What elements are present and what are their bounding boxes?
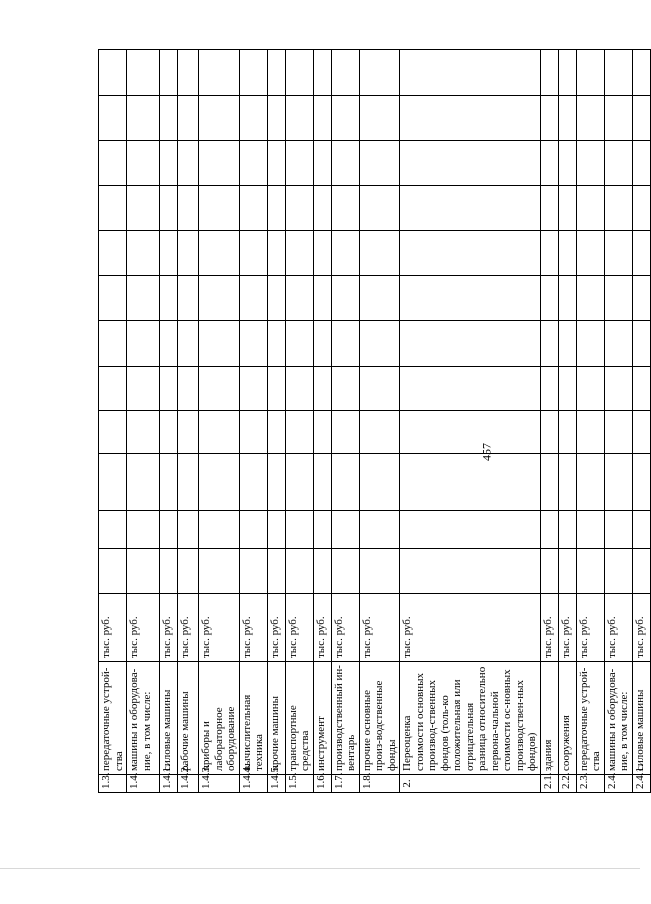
table-row — [313, 50, 331, 793]
row-number-cell: 1.4.4. — [239, 775, 267, 793]
value-cell[interactable] — [558, 454, 576, 511]
value-cell[interactable] — [540, 549, 558, 594]
value-cell[interactable] — [540, 96, 558, 141]
value-cell[interactable] — [576, 50, 604, 96]
row-name-cell: передаточные устрой-ства — [576, 662, 604, 775]
value-cell[interactable] — [178, 50, 199, 96]
row-unit-cell: тыс. руб. — [127, 594, 160, 662]
value-cell[interactable] — [160, 50, 178, 96]
value-cell[interactable] — [359, 321, 400, 367]
row-unit-cell: тыс. руб. — [558, 594, 576, 662]
value-cell[interactable] — [576, 454, 604, 511]
row-unit-cell: тыс. руб. — [178, 594, 199, 662]
value-cell[interactable] — [359, 411, 400, 454]
value-cell[interactable] — [178, 511, 199, 549]
row-name-cell: силовые машины — [632, 662, 650, 775]
row-unit-cell: тыс. руб. — [400, 594, 541, 662]
value-cell[interactable] — [285, 276, 313, 321]
value-cell[interactable] — [632, 186, 650, 231]
scan-edge-line — [0, 868, 640, 869]
value-cell[interactable] — [127, 96, 160, 141]
table-row — [576, 50, 604, 793]
row-number-cell: 2.3. — [576, 775, 604, 793]
value-cell[interactable] — [99, 454, 127, 511]
row-name-cell: сооружения — [558, 662, 576, 775]
row-name-cell: рабочие машины — [178, 662, 199, 775]
value-cell[interactable] — [604, 454, 632, 511]
value-cell[interactable] — [540, 141, 558, 186]
value-cell[interactable] — [576, 186, 604, 231]
value-cell[interactable] — [558, 186, 576, 231]
value-cell[interactable] — [632, 50, 650, 96]
value-cell[interactable] — [178, 411, 199, 454]
value-cell[interactable] — [331, 141, 359, 186]
value-cell[interactable] — [160, 321, 178, 367]
value-cell[interactable] — [285, 511, 313, 549]
value-cell[interactable] — [285, 411, 313, 454]
table-row — [160, 50, 178, 793]
value-cell[interactable] — [400, 367, 541, 411]
value-cell[interactable] — [127, 141, 160, 186]
value-cell[interactable] — [400, 276, 541, 321]
value-cell[interactable] — [604, 549, 632, 594]
table-row — [199, 50, 240, 793]
value-cell[interactable] — [540, 454, 558, 511]
value-cell[interactable] — [267, 276, 285, 321]
value-cell[interactable] — [313, 411, 331, 454]
value-cell[interactable] — [558, 321, 576, 367]
value-cell[interactable] — [359, 231, 400, 276]
value-cell[interactable] — [127, 549, 160, 594]
value-cell[interactable] — [604, 367, 632, 411]
value-cell[interactable] — [199, 231, 240, 276]
rotated-table-container — [98, 51, 646, 793]
row-unit-cell: тыс. руб. — [160, 594, 178, 662]
row-name-cell: Переоценка стоимости основных производ-ственных фондов (толь-ко положительная или отрицательная разница относительно первона-чальной стоимости ос-новных производствен-ных фондов) — [400, 662, 541, 775]
value-cell[interactable] — [558, 367, 576, 411]
value-cell[interactable] — [178, 549, 199, 594]
row-unit-cell: тыс. руб. — [313, 594, 331, 662]
value-cell[interactable] — [540, 411, 558, 454]
table-row — [267, 50, 285, 793]
value-cell[interactable] — [99, 276, 127, 321]
value-cell[interactable] — [313, 511, 331, 549]
value-cell[interactable] — [160, 411, 178, 454]
row-name-cell: прочие машины — [267, 662, 285, 775]
value-cell[interactable] — [199, 321, 240, 367]
row-unit-cell: тыс. руб. — [359, 594, 400, 662]
value-cell[interactable] — [331, 454, 359, 511]
value-cell[interactable] — [199, 186, 240, 231]
value-cell[interactable] — [199, 549, 240, 594]
value-cell[interactable] — [239, 141, 267, 186]
table-row — [558, 50, 576, 793]
value-cell[interactable] — [99, 411, 127, 454]
row-unit-cell: тыс. руб. — [576, 594, 604, 662]
value-cell[interactable] — [127, 321, 160, 367]
value-cell[interactable] — [178, 276, 199, 321]
fixed-assets-table — [98, 49, 651, 793]
value-cell[interactable] — [331, 96, 359, 141]
value-cell[interactable] — [160, 549, 178, 594]
value-cell[interactable] — [400, 186, 541, 231]
row-name-cell: силовые машины — [160, 662, 178, 775]
value-cell[interactable] — [540, 321, 558, 367]
value-cell[interactable] — [239, 276, 267, 321]
value-cell[interactable] — [604, 511, 632, 549]
value-cell[interactable] — [178, 231, 199, 276]
value-cell[interactable] — [199, 454, 240, 511]
value-cell[interactable] — [331, 411, 359, 454]
value-cell[interactable] — [127, 50, 160, 96]
row-unit-cell: тыс. руб. — [239, 594, 267, 662]
value-cell[interactable] — [558, 231, 576, 276]
value-cell[interactable] — [160, 276, 178, 321]
row-number-cell: 1.3. — [99, 775, 127, 793]
value-cell[interactable] — [359, 367, 400, 411]
value-cell[interactable] — [331, 511, 359, 549]
value-cell[interactable] — [160, 511, 178, 549]
row-number-cell: 1.4. — [127, 775, 160, 793]
value-cell[interactable] — [558, 276, 576, 321]
value-cell[interactable] — [267, 321, 285, 367]
row-number-cell: 2. — [400, 775, 541, 793]
row-name-cell: производственный ин-вентарь — [331, 662, 359, 775]
value-cell[interactable] — [267, 96, 285, 141]
value-cell[interactable] — [267, 549, 285, 594]
table-row — [239, 50, 267, 793]
table-row — [127, 50, 160, 793]
value-cell[interactable] — [632, 141, 650, 186]
value-cell[interactable] — [127, 411, 160, 454]
value-cell[interactable] — [359, 186, 400, 231]
value-cell[interactable] — [313, 549, 331, 594]
row-number-cell: 1.4.3. — [199, 775, 240, 793]
value-cell[interactable] — [331, 321, 359, 367]
value-cell[interactable] — [239, 321, 267, 367]
value-cell[interactable] — [199, 276, 240, 321]
value-cell[interactable] — [127, 454, 160, 511]
value-cell[interactable] — [99, 511, 127, 549]
value-cell[interactable] — [127, 367, 160, 411]
value-cell[interactable] — [576, 367, 604, 411]
value-cell[interactable] — [632, 367, 650, 411]
value-cell[interactable] — [576, 321, 604, 367]
value-cell[interactable] — [99, 321, 127, 367]
row-name-cell: инструмент — [313, 662, 331, 775]
value-cell[interactable] — [313, 231, 331, 276]
value-cell[interactable] — [267, 411, 285, 454]
row-number-cell: 2.4. — [604, 775, 632, 793]
value-cell[interactable] — [267, 186, 285, 231]
value-cell[interactable] — [313, 454, 331, 511]
value-cell[interactable] — [632, 511, 650, 549]
value-cell[interactable] — [127, 276, 160, 321]
value-cell[interactable] — [576, 276, 604, 321]
row-number-cell: 2.2. — [558, 775, 576, 793]
value-cell[interactable] — [400, 50, 541, 96]
row-unit-cell: тыс. руб. — [99, 594, 127, 662]
value-cell[interactable] — [400, 231, 541, 276]
value-cell[interactable] — [313, 276, 331, 321]
row-unit-cell: тыс. руб. — [632, 594, 650, 662]
value-cell[interactable] — [239, 549, 267, 594]
value-cell[interactable] — [99, 231, 127, 276]
value-cell[interactable] — [199, 96, 240, 141]
row-number-cell: 1.8. — [359, 775, 400, 793]
value-cell[interactable] — [313, 141, 331, 186]
table-row — [359, 50, 400, 793]
value-cell[interactable] — [604, 411, 632, 454]
value-cell[interactable] — [313, 321, 331, 367]
value-cell[interactable] — [558, 50, 576, 96]
value-cell[interactable] — [359, 549, 400, 594]
value-cell[interactable] — [540, 50, 558, 96]
value-cell[interactable] — [285, 321, 313, 367]
row-name-cell: здания — [540, 662, 558, 775]
row-number-cell: 2.1. — [540, 775, 558, 793]
value-cell[interactable] — [400, 411, 541, 454]
value-cell[interactable] — [576, 549, 604, 594]
value-cell[interactable] — [576, 511, 604, 549]
value-cell[interactable] — [604, 50, 632, 96]
value-cell[interactable] — [400, 96, 541, 141]
row-unit-cell: тыс. руб. — [331, 594, 359, 662]
value-cell[interactable] — [359, 276, 400, 321]
value-cell[interactable] — [540, 511, 558, 549]
value-cell[interactable] — [313, 186, 331, 231]
value-cell[interactable] — [400, 141, 541, 186]
value-cell[interactable] — [313, 367, 331, 411]
value-cell[interactable] — [127, 231, 160, 276]
value-cell[interactable] — [267, 367, 285, 411]
value-cell[interactable] — [604, 276, 632, 321]
value-cell[interactable] — [313, 96, 331, 141]
value-cell[interactable] — [632, 96, 650, 141]
row-name-cell: прочие основные произ-водственные фонды — [359, 662, 400, 775]
value-cell[interactable] — [359, 96, 400, 141]
value-cell[interactable] — [178, 96, 199, 141]
value-cell[interactable] — [178, 141, 199, 186]
value-cell[interactable] — [331, 186, 359, 231]
row-number-cell: 1.4.2. — [178, 775, 199, 793]
table-row — [99, 50, 127, 793]
value-cell[interactable] — [239, 186, 267, 231]
table-row — [285, 50, 313, 793]
value-cell[interactable] — [239, 454, 267, 511]
value-cell[interactable] — [604, 186, 632, 231]
value-cell[interactable] — [285, 231, 313, 276]
value-cell[interactable] — [604, 96, 632, 141]
value-cell[interactable] — [632, 549, 650, 594]
value-cell[interactable] — [632, 454, 650, 511]
value-cell[interactable] — [331, 549, 359, 594]
value-cell[interactable] — [160, 96, 178, 141]
value-cell[interactable] — [400, 511, 541, 549]
value-cell[interactable] — [285, 141, 313, 186]
row-name-cell: машины и оборудова-ние, в том числе: — [127, 662, 160, 775]
value-cell[interactable] — [285, 50, 313, 96]
value-cell[interactable] — [239, 367, 267, 411]
row-name-cell: транспортные средства — [285, 662, 313, 775]
value-cell[interactable] — [239, 511, 267, 549]
row-name-cell: машины и оборудова-ние, в том числе: — [604, 662, 632, 775]
value-cell[interactable] — [604, 321, 632, 367]
value-cell[interactable] — [239, 50, 267, 96]
value-cell[interactable] — [331, 367, 359, 411]
row-name-cell: приборы и лабораторное оборудование — [199, 662, 240, 775]
row-unit-cell: тыс. руб. — [267, 594, 285, 662]
value-cell[interactable] — [239, 96, 267, 141]
row-number-cell: 1.4.5. — [267, 775, 285, 793]
value-cell[interactable] — [199, 511, 240, 549]
row-unit-cell: тыс. руб. — [540, 594, 558, 662]
table-row — [540, 50, 558, 793]
value-cell[interactable] — [178, 367, 199, 411]
row-unit-cell: тыс. руб. — [604, 594, 632, 662]
value-cell[interactable] — [359, 50, 400, 96]
value-cell[interactable] — [267, 141, 285, 186]
row-name-cell: вычислительная техника — [239, 662, 267, 775]
value-cell[interactable] — [632, 231, 650, 276]
row-number-cell: 1.7. — [331, 775, 359, 793]
value-cell[interactable] — [540, 231, 558, 276]
value-cell[interactable] — [99, 50, 127, 96]
row-unit-cell: тыс. руб. — [285, 594, 313, 662]
value-cell[interactable] — [178, 454, 199, 511]
value-cell[interactable] — [267, 511, 285, 549]
value-cell[interactable] — [604, 231, 632, 276]
value-cell[interactable] — [632, 276, 650, 321]
value-cell[interactable] — [576, 231, 604, 276]
table-row — [604, 50, 632, 793]
value-cell[interactable] — [99, 367, 127, 411]
value-cell[interactable] — [199, 50, 240, 96]
value-cell[interactable] — [359, 454, 400, 511]
value-cell[interactable] — [558, 96, 576, 141]
row-number-cell: 1.4.1. — [160, 775, 178, 793]
value-cell[interactable] — [160, 186, 178, 231]
value-cell[interactable] — [632, 411, 650, 454]
value-cell[interactable] — [239, 411, 267, 454]
value-cell[interactable] — [285, 454, 313, 511]
value-cell[interactable] — [99, 141, 127, 186]
value-cell[interactable] — [267, 454, 285, 511]
value-cell[interactable] — [576, 96, 604, 141]
value-cell[interactable] — [632, 321, 650, 367]
value-cell[interactable] — [558, 141, 576, 186]
value-cell[interactable] — [331, 50, 359, 96]
value-cell[interactable] — [199, 411, 240, 454]
value-cell[interactable] — [576, 141, 604, 186]
value-cell[interactable] — [267, 50, 285, 96]
value-cell[interactable] — [160, 231, 178, 276]
value-cell[interactable] — [99, 96, 127, 141]
value-cell[interactable] — [558, 511, 576, 549]
value-cell[interactable] — [239, 231, 267, 276]
row-number-cell: 2.4.1. — [632, 775, 650, 793]
value-cell[interactable] — [99, 186, 127, 231]
value-cell[interactable] — [285, 186, 313, 231]
value-cell[interactable] — [160, 141, 178, 186]
table-row — [178, 50, 199, 793]
value-cell[interactable] — [540, 367, 558, 411]
value-cell[interactable] — [160, 454, 178, 511]
value-cell[interactable] — [331, 276, 359, 321]
value-cell[interactable] — [359, 141, 400, 186]
value-cell[interactable] — [127, 511, 160, 549]
value-cell[interactable] — [267, 231, 285, 276]
value-cell[interactable] — [604, 141, 632, 186]
value-cell[interactable] — [359, 511, 400, 549]
value-cell[interactable] — [160, 367, 178, 411]
value-cell[interactable] — [199, 141, 240, 186]
value-cell[interactable] — [285, 367, 313, 411]
value-cell[interactable] — [285, 549, 313, 594]
value-cell[interactable] — [178, 186, 199, 231]
value-cell[interactable] — [400, 454, 541, 511]
data-table-viewport — [98, 51, 646, 793]
table-row — [632, 50, 650, 793]
row-unit-cell: тыс. руб. — [199, 594, 240, 662]
value-cell[interactable] — [558, 549, 576, 594]
row-number-cell: 1.6. — [313, 775, 331, 793]
value-cell[interactable] — [400, 549, 541, 594]
table-row — [400, 50, 541, 793]
value-cell[interactable] — [178, 321, 199, 367]
value-cell[interactable] — [558, 411, 576, 454]
value-cell[interactable] — [285, 96, 313, 141]
value-cell[interactable] — [127, 186, 160, 231]
value-cell[interactable] — [313, 50, 331, 96]
value-cell[interactable] — [99, 549, 127, 594]
row-name-cell: передаточные устрой-ства — [99, 662, 127, 775]
value-cell[interactable] — [331, 231, 359, 276]
value-cell[interactable] — [400, 321, 541, 367]
page-number-text: 457 — [479, 443, 494, 461]
value-cell[interactable] — [199, 367, 240, 411]
value-cell[interactable] — [576, 411, 604, 454]
value-cell[interactable] — [540, 276, 558, 321]
value-cell[interactable] — [540, 186, 558, 231]
row-number-cell: 1.5. — [285, 775, 313, 793]
table-row — [331, 50, 359, 793]
